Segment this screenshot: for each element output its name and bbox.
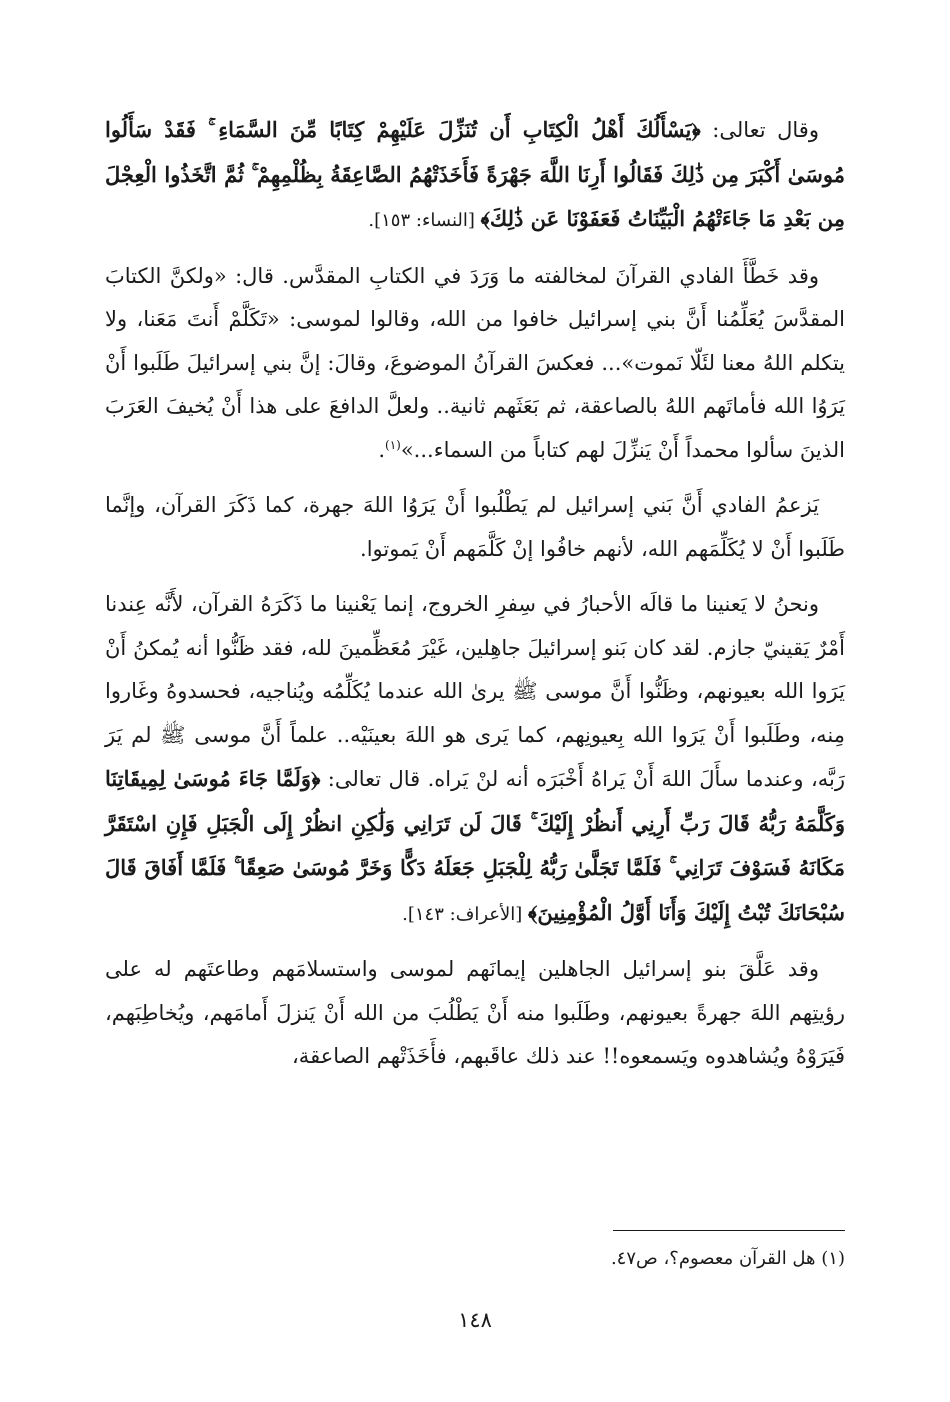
- book-page: [105, 108, 845, 1398]
- citation-araf-143: [الأعراف: ١٤٣].: [402, 903, 529, 925]
- paragraph-2-tail: .: [378, 437, 385, 462]
- footnote-text: (١) هل القرآن معصوم؟، ص٤٧.: [610, 1248, 845, 1269]
- footnote: [105, 1244, 845, 1274]
- paragraph-2-text: وقد خَطَّأَ الفادي القرآنَ لمخالفته ما وَرَدَ في الكتابِ المقدَّس. قال: «ولكنَّ الكتابَ المقدَّسَ يُعَلِّمُنا أَنَّ بني إسرائيل خافوا من الله، وقالوا لموسى: «تَكَلَّمْ أَنتَ مَعَنا، ولا يتكلم اللهُ معنا لئَلّا نَموت»... فعكسَ القرآنُ الموضوعَ، وقالَ: إنَّ بني إسرائيلَ طَلَبوا أَنْ يَرَوُا الله فأماتَهم اللهُ بالصاعقة، ثم بَعَثَهم ثانية.. ولعلَّ الدافعَ على هذا أَنْ يُخيفَ العَرَبَ الذينَ سألوا محمداً أَنْ يَنزِّلَ لهم كتاباً من السماء...»: [105, 263, 845, 462]
- paragraph-2: [105, 255, 845, 473]
- quran-verse-araf-143: ﴿وَلَمَّا جَاءَ مُوسَىٰ لِمِيقَاتِنَا وَكَلَّمَهُ رَبُّهُ قَالَ رَبِّ أَرِنِي أَنظُرْ إِلَيْكَ ۚ قَالَ لَن تَرَانِي وَلَٰكِنِ انظُرْ إِلَى الْجَبَلِ فَإِنِ اسْتَقَرَّ مَكَانَهُ فَسَوْفَ تَرَانِي ۚ فَلَمَّا تَجَلَّىٰ رَبُّهُ لِلْجَبَلِ جَعَلَهُ دَكًّا وَخَرَّ مُوسَىٰ صَعِقًا ۚ فَلَمَّا أَفَاقَ قَالَ سُبْحَانَكَ تُبْتُ إِلَيْكَ وَأَنَا أَوَّلُ الْمُؤْمِنِينَ﴾: [105, 766, 845, 925]
- paragraph-5-text: وقد عَلَّقَ بنو إسرائيل الجاهلين إيمانَهم لموسى واستسلامَهم وطاعتَهم له على رؤيتِهم اللهَ جهرةً بعيونهم، وطَلَبوا منه أَنْ يَطْلُبَ من الله أَنْ يَنزلَ أَمامَهم، ويُخاطِبَهم، فَيَرَوْهُ ويُشاهدوه ويَسمعوه!! عند ذلك عاقَبهم، فأَخَذَتْهم الصاعقة،: [105, 957, 845, 1068]
- paragraph-3-text: يَزعمُ الفادي أَنَّ بَني إسرائيل لم يَطْلُبوا أَنْ يَرَوُا اللهَ جهرة، كما ذَكَرَ القرآن، وإنَّما طَلَبوا أَنْ لا يُكَلِّمَهم الله، لأنهم خافُوا إنْ كَلَّمَهم أَنْ يَموتوا.: [105, 493, 845, 561]
- paragraph-3: [105, 484, 845, 571]
- paragraph-5: [105, 948, 845, 1079]
- quran-verse-nisa-153: ﴿يَسْأَلُكَ أَهْلُ الْكِتَابِ أَن تُنَزِّلَ عَلَيْهِمْ كِتَابًا مِّنَ السَّمَاءِ ۚ فَقَدْ سَأَلُوا مُوسَىٰ أَكْبَرَ مِن ذَٰلِكَ فَقَالُوا أَرِنَا اللَّهَ جَهْرَةً فَأَخَذَتْهُمُ الصَّاعِقَةُ بِظُلْمِهِمْ ۚ ثُمَّ اتَّخَذُوا الْعِجْلَ مِن بَعْدِ مَا جَاءَتْهُمُ الْبَيِّنَاتُ فَعَفَوْنَا عَن ذَٰلِكَ﴾: [105, 117, 845, 231]
- paragraph-4: [105, 583, 845, 936]
- footnote-divider: [613, 1230, 845, 1231]
- footnote-reference[interactable]: (١): [385, 437, 401, 452]
- paragraph-1-intro: وقال تعالى:: [700, 118, 819, 142]
- paragraph-1: [105, 108, 845, 243]
- paragraph-4-intro: ونحنُ لا يَعنينا ما قالَه الأحبارُ في سِفرِ الخروج، إنما يَعْنينا ما ذَكَرَهُ القرآن، لأَنَّه عِندنا أَمْرٌ يَقينيّ جازم. لقد كان بَنو إسرائيلَ جاهِلين، غَيْرَ مُعَظِّمينَ لله، فقد ظَنُّوا أنه يُمكنُ أَنْ يَرَوا الله بعيونهم، وظَنُّوا أَنَّ موسى ﷺ يرىٰ الله عندما يُكَلِّمُه ويُناجيه، فحسدوهُ وغَاروا مِنه، وطَلَبوا أَنْ يَرَوا الله بِعيونِهم، كما يَرى هو اللهَ بعينَيْه.. علماً أَنَّ موسى ﷺ لم يَرَ رَبَّه، وعندما سأَلَ اللهَ أَنْ يَراهُ أَخْبَرَه أنه لنْ يَراه. قال تعالى:: [105, 592, 845, 791]
- page-number: ١٤٨: [458, 1308, 492, 1332]
- citation-nisa-153: [النساء: ١٥٣].: [368, 210, 481, 231]
